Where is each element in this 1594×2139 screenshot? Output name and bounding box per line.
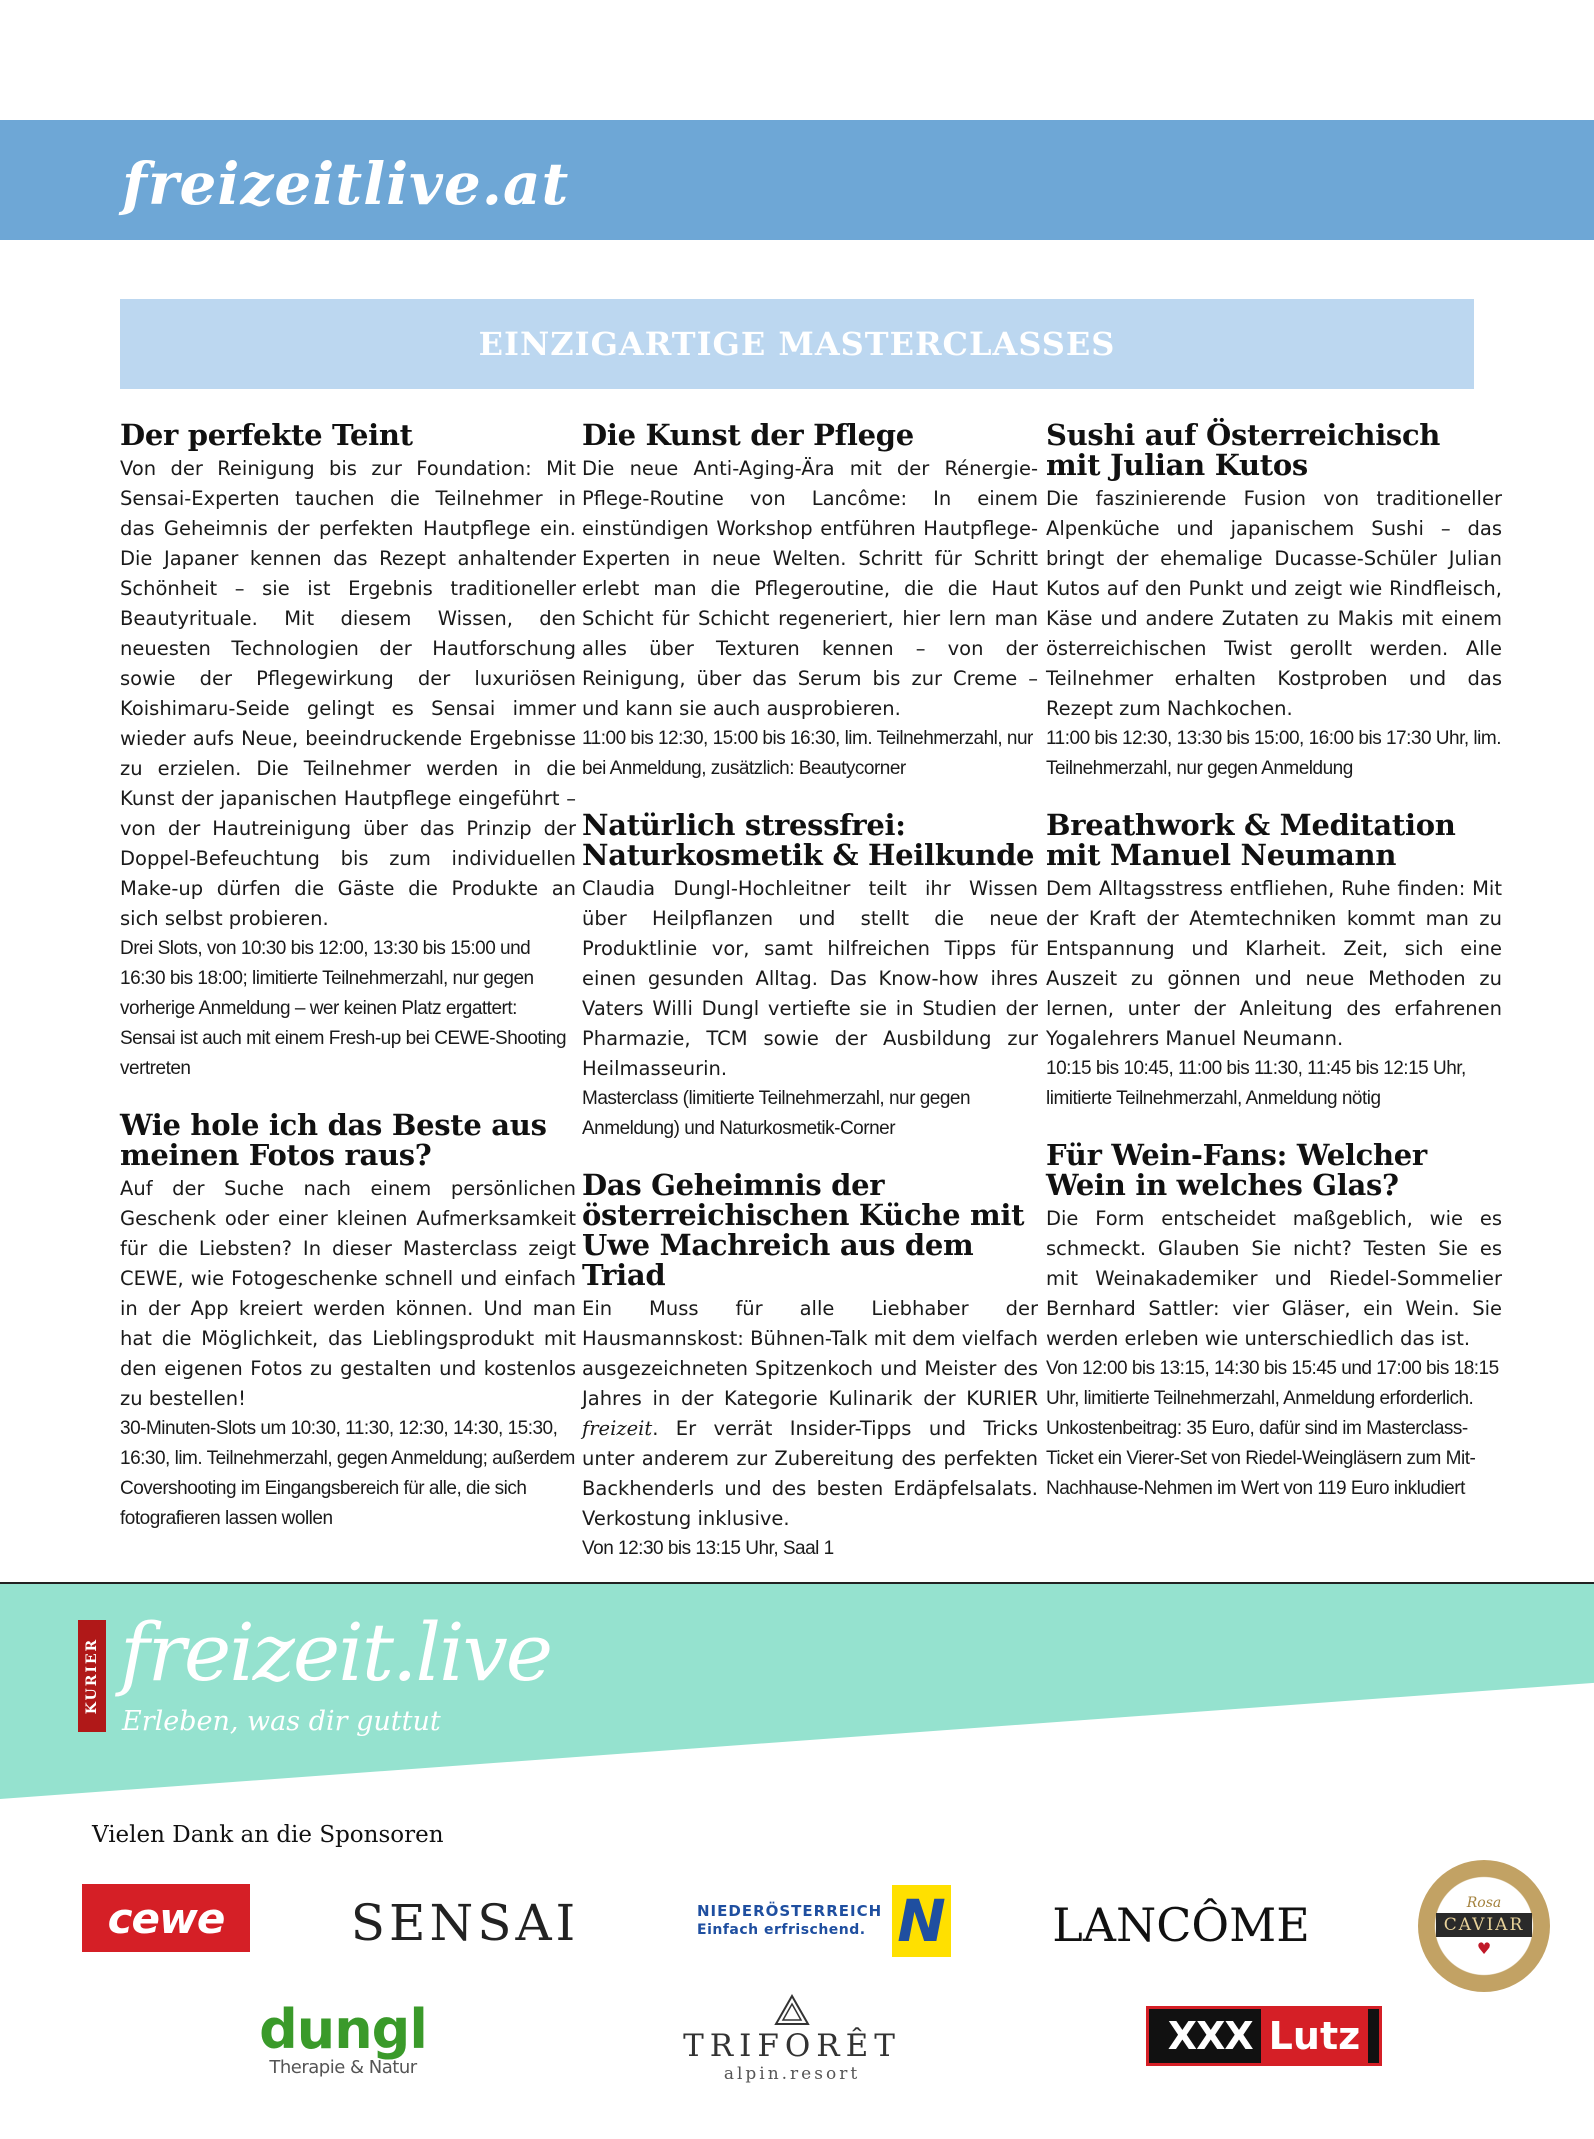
article-info: 10:15 bis 10:45, 11:00 bis 11:30, 11:45 bis 12:15 Uhr, limitierte Teilnehmerzahl, Anmeldung nötig bbox=[1046, 1058, 1466, 1109]
article-fotos bbox=[120, 1110, 576, 1534]
site-header bbox=[0, 120, 1594, 240]
noe-mark-icon: N bbox=[892, 1885, 951, 1957]
triforet-logo bbox=[672, 1980, 912, 2098]
article-info: Von 12:30 bis 13:15 Uhr, Saal 1 bbox=[582, 1538, 834, 1559]
sensai-label: SENSAI bbox=[350, 1894, 580, 1952]
triforet-tag: alpin.resort bbox=[723, 2064, 861, 2084]
article-teint bbox=[120, 420, 576, 1084]
article-title: Natürlich stressfrei: Naturkosmetik & Heilkunde bbox=[582, 808, 1035, 872]
article-title: Wie hole ich das Beste aus meinen Fotos raus? bbox=[120, 1108, 547, 1172]
heart-icon: ♥ bbox=[1476, 1938, 1492, 1958]
article-title: Der perfekte Teint bbox=[120, 418, 413, 452]
article-body: Auf der Suche nach einem persönlichen Geschenk oder einer kleinen Aufmerksamkeit für die Liebsten? In dieser Masterclass zeigt CEWE, wie Fotogeschenke schnell und einfach in der App kreiert werden können. Und man hat die Möglichkeit, das Lieblingsprodukt mit den eigenen Fotos zu gestalten und kostenlos zu bestellen! bbox=[120, 1177, 576, 1410]
niederoesterreich-logo bbox=[697, 1881, 951, 1961]
article-body bbox=[582, 1294, 1038, 1534]
caviar-name: CAVIAR bbox=[1436, 1913, 1533, 1937]
article-breathwork bbox=[1046, 810, 1502, 1114]
article-title: Die Kunst der Pflege bbox=[582, 418, 914, 452]
dungl-name: dungl bbox=[259, 1997, 427, 2061]
article-title: Sushi auf Österreichisch mit Julian Kutos bbox=[1046, 418, 1441, 482]
column-left bbox=[120, 420, 576, 1560]
lancome-label: LANCÔME bbox=[1052, 1898, 1310, 1952]
article-body-part: . Er verrät Insider-Tipps und Tricks unter anderem zur Zubereitung des perfekten Backhenderls und des besten Erdäpfelsalats. Verkostung inklusive. bbox=[582, 1417, 1038, 1530]
article-info: Drei Slots, von 10:30 bis 12:00, 13:30 bis 15:00 und 16:30 bis 18:00; limitierte Teilnehmerzahl, nur gegen vorherige Anmeldung – wer keinen Platz ergattert: Sensai ist auch mit einem Fresh-up bei CEWE-Shooting vertreten bbox=[120, 938, 567, 1079]
noe-line1: NIEDERÖSTERREICH bbox=[697, 1902, 883, 1920]
site-name[interactable]: freizeitlive.at bbox=[122, 150, 570, 218]
caviar-top: Rosa bbox=[1466, 1894, 1502, 1911]
article-body: Die Form entscheidet maßgeblich, wie es schmeckt. Glauben Sie nicht? Testen Sie es mit Weinakademiker und Riedel-Sommelier Bernhard Sattler: vier Gläser, ein Wein. Sie werden erleben wie unterschiedlich das ist. bbox=[1046, 1207, 1502, 1350]
section-title: EINZIGARTIGE MASTERCLASSES bbox=[478, 325, 1116, 363]
article-body: Dem Alltagsstress entfliehen, Ruhe finden: Mit der Kraft der Atemtechniken kommt man zu Entspannung und Klarheit. Zeit, sich eine Auszeit zu gönnen und neue Methoden zu lernen, unter der Anleitung des erfahrenen Yogalehrers Manuel Neumann. bbox=[1046, 877, 1502, 1050]
article-body: Die neue Anti-Aging-Ära mit der Rénergie-Pflege-Routine von Lancôme: In einem einstündigen Workshop entführen Hautpflege-Experten in neue Welten. Schritt für Schritt erlebt man die Pflegeroutine, die die Haut Schicht für Schicht regeneriert, hier lern man alles über Texturen kennen – von der Reinigung, über das Serum bis zur Creme – und kann sie auch ausprobieren. bbox=[582, 457, 1038, 720]
article-info: Von 12:00 bis 13:15, 14:30 bis 15:45 und 17:00 bis 18:15 Uhr, limitierte Teilnehmerzahl, Anmeldung erforderlich. Unkostenbeitrag: 35 Euro, dafür sind im Masterclass-Ticket ein Vierer-Set von Riedel-Weingläsern zum Mit-Nachhause-Nehmen im Wert von 119 Euro inkludiert bbox=[1046, 1358, 1499, 1499]
article-info: 30-Minuten-Slots um 10:30, 11:30, 12:30, 14:30, 15:30, 16:30, lim. Teilnehmerzahl, gegen Anmeldung; außerdem Covershooting im Eingangsbereich für alle, die sich fotografieren lassen wollen bbox=[120, 1418, 575, 1529]
cewe-logo bbox=[82, 1884, 250, 1952]
lancome-logo bbox=[1052, 1890, 1310, 1960]
article-pflege bbox=[582, 420, 1038, 784]
article-body: Von der Reinigung bis zur Foundation: Mit Sensai-Experten tauchen die Teilnehmer in das Geheimnis der perfekten Hautpflege ein. Die Japaner kennen das Rezept anhaltender Schönheit – sie ist Ergebnis traditioneller Beautyrituale. Mit diesem Wissen, den neuesten Technologien der Hautforschung sowie der Pflegewirkung der luxuriösen Koishimaru-Seide gelingt es Sensai immer wieder aufs Neue, beeindruckende Ergebnisse zu erzielen. Die Teilnehmer werden in die Kunst der japanischen Hautpflege eingeführt – von der Hautreinigung über das Prinzip der Doppel-Befeuchtung bis zum individuellen Make-up dürfen die Gäste die Produkte an sich selbst probieren. bbox=[120, 457, 576, 930]
section-banner bbox=[120, 299, 1474, 389]
article-body: Claudia Dungl-Hochleitner teilt ihr Wissen über Heilpflanzen und stellt die neue Produktlinie vor, samt hilfreichen Tipps für einen gesunden Alltag. Das Know-how ihres Vaters Willi Dungl vertiefte sie in Studien der Pharmazie, TCM sowie der Ausbildung zur Heilmasseurin. bbox=[582, 877, 1038, 1080]
article-body-part: Ein Muss für alle Liebhaber der Hausmannskost: Bühnen-Talk mit dem vielfach ausgezeichneten Spitzenkoch und Meister des Jahres in der Kategorie Kulinarik der KURIER bbox=[582, 1297, 1038, 1410]
dungl-tag: Therapie & Natur bbox=[269, 2056, 417, 2078]
column-middle bbox=[582, 420, 1038, 1590]
xxxlutz-part-b: Lutz bbox=[1261, 2009, 1369, 2063]
sponsors-heading: Vielen Dank an die Sponsoren bbox=[92, 1822, 444, 1848]
article-wein bbox=[1046, 1140, 1502, 1504]
article-sushi bbox=[1046, 420, 1502, 784]
cewe-label: cewe bbox=[107, 1893, 225, 1943]
mountain-icon bbox=[772, 1994, 812, 2028]
footer-divider bbox=[0, 1582, 1594, 1584]
article-info: 11:00 bis 12:30, 15:00 bis 16:30, lim. Teilnehmerzahl, nur bei Anmeldung, zusätzlich: Beautycorner bbox=[582, 728, 1033, 779]
xxxlutz-logo bbox=[1146, 2006, 1382, 2066]
noe-line2: Einfach erfrischend. bbox=[697, 1922, 866, 1938]
column-right bbox=[1046, 420, 1502, 1530]
freizeit-mention: freizeit bbox=[582, 1417, 653, 1440]
article-title: Für Wein-Fans: Welcher Wein in welches Glas? bbox=[1046, 1138, 1427, 1202]
article-body: Die faszinierende Fusion von traditioneller Alpenküche und japanischem Sushi – das bringt der ehemalige Ducasse-Schüler Julian Kutos auf den Punkt und zeigt wie Rindfleisch, Käse und andere Zutaten zu Makis mit einem österreichischen Twist gerollt werden. Alle Teilnehmer erhalten Kostproben und das Rezept zum Nachkochen. bbox=[1046, 487, 1502, 720]
triforet-name: TRIFORÊT bbox=[683, 2028, 901, 2064]
article-title: Breathwork & Meditation mit Manuel Neumann bbox=[1046, 808, 1456, 872]
brand-claim: Erleben, was dir guttut bbox=[122, 1706, 441, 1737]
noe-text bbox=[697, 1902, 882, 1940]
article-title: Das Geheimnis der österreichischen Küche mit Uwe Machreich aus dem Triad bbox=[582, 1168, 1025, 1292]
article-kueche bbox=[582, 1170, 1038, 1564]
sensai-logo bbox=[350, 1888, 580, 1958]
article-info: 11:00 bis 12:30, 13:30 bis 15:00, 16:00 bis 17:30 Uhr, lim. Teilnehmerzahl, nur gegen Anmeldung bbox=[1046, 728, 1501, 779]
freizeit-live-logo: freizeit.live bbox=[120, 1606, 552, 1699]
rosa-caviar-logo bbox=[1418, 1860, 1550, 1992]
article-naturkosmetik bbox=[582, 810, 1038, 1144]
dungl-logo bbox=[248, 1992, 438, 2088]
kurier-logo bbox=[78, 1620, 106, 1732]
xxxlutz-part-a: XXX bbox=[1167, 2014, 1253, 2058]
article-info: Masterclass (limitierte Teilnehmerzahl, nur gegen Anmeldung) und Naturkosmetik-Corner bbox=[582, 1088, 971, 1139]
kurier-label: KURIER bbox=[84, 1637, 100, 1715]
